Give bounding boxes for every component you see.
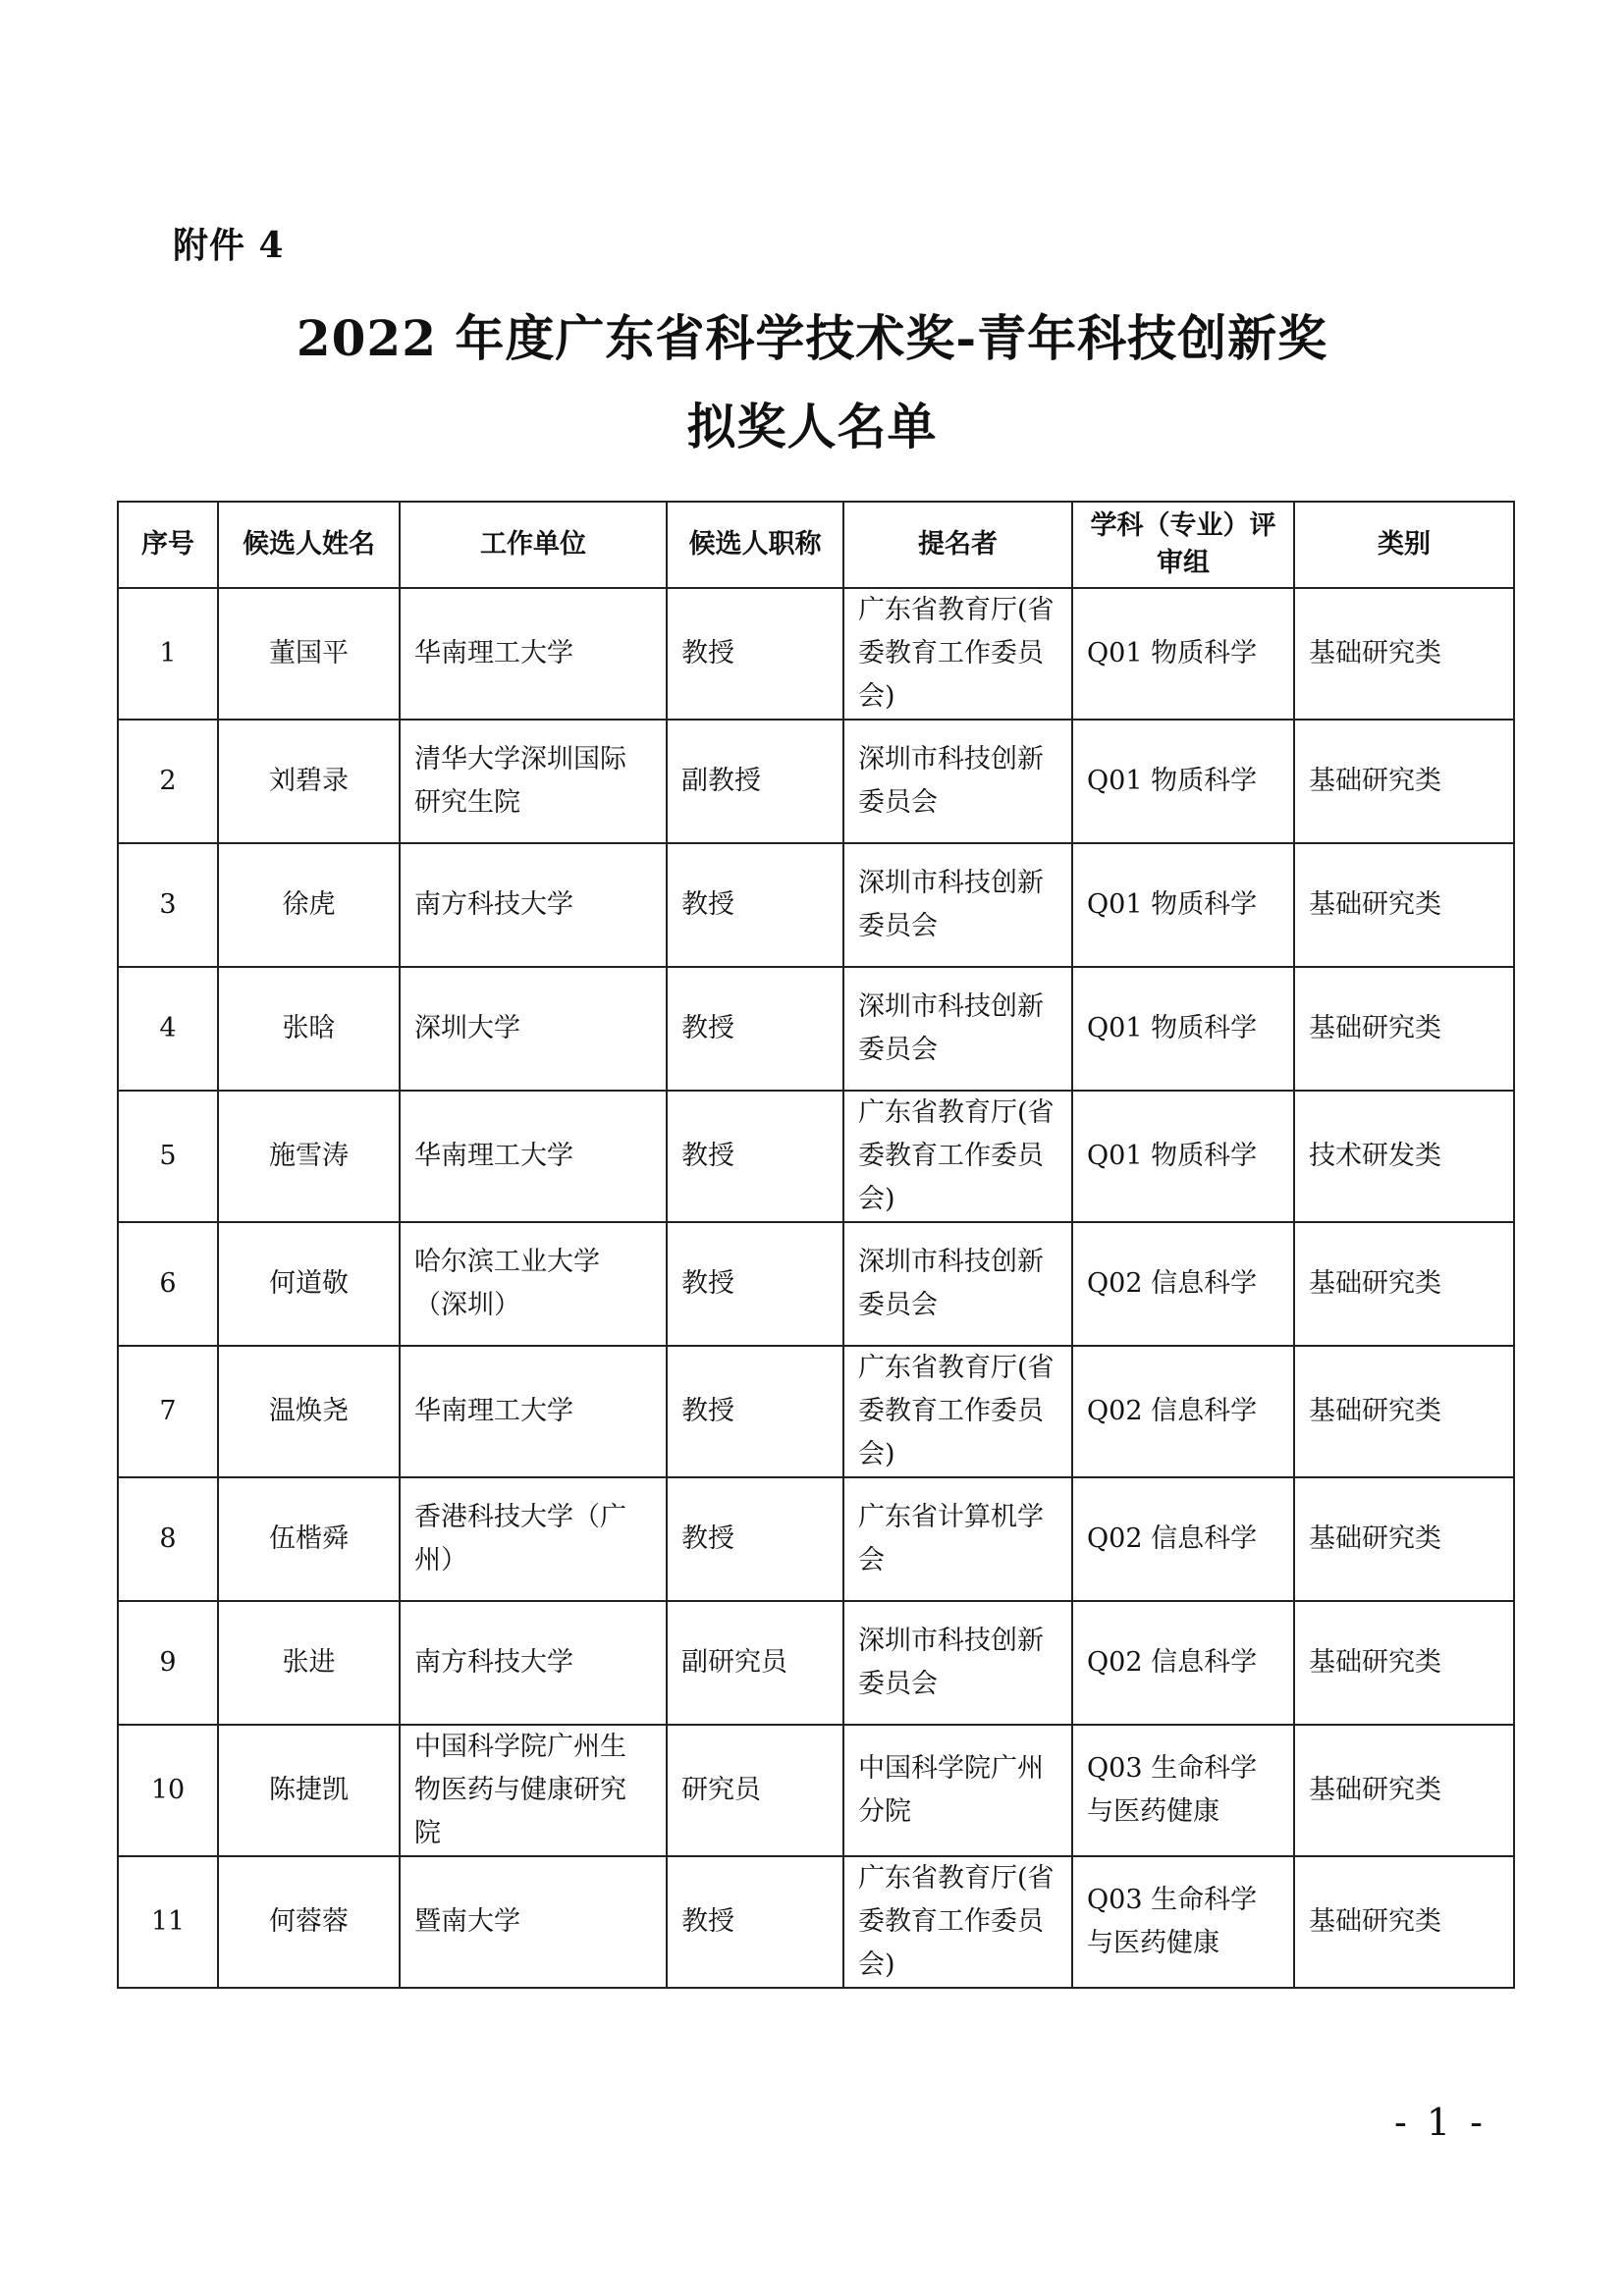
header-unit: 工作单位	[400, 502, 667, 588]
cell-no: 10	[118, 1725, 218, 1856]
cell-no: 5	[118, 1091, 218, 1222]
cell-nominator: 中国科学院广州分院	[843, 1725, 1072, 1856]
cell-unit: 中国科学院广州生物医药与健康研究院	[400, 1725, 667, 1856]
cell-category: 基础研究类	[1294, 1725, 1514, 1856]
cell-nominator: 广东省教育厅(省委教育工作委员会)	[843, 1856, 1072, 1988]
cell-category: 基础研究类	[1294, 588, 1514, 720]
document-title-line2: 拟奖人名单	[686, 398, 938, 455]
cell-category: 基础研究类	[1294, 967, 1514, 1091]
table-row	[118, 1601, 1514, 1725]
cell-name: 董国平	[218, 588, 400, 720]
cell-category: 基础研究类	[1294, 720, 1514, 843]
cell-title: 教授	[667, 1222, 843, 1346]
table-row	[118, 1091, 1514, 1222]
cell-title: 教授	[667, 1856, 843, 1988]
cell-group: Q02 信息科学	[1072, 1222, 1294, 1346]
table-row	[118, 967, 1514, 1091]
cell-unit: 南方科技大学	[400, 1601, 667, 1725]
cell-group: Q03 生命科学与医药健康	[1072, 1856, 1294, 1988]
cell-unit: 哈尔滨工业大学（深圳）	[400, 1222, 667, 1346]
cell-nominator: 深圳市科技创新委员会	[843, 720, 1072, 843]
table-row	[118, 1856, 1514, 1988]
cell-unit: 深圳大学	[400, 967, 667, 1091]
cell-nominator: 深圳市科技创新委员会	[843, 967, 1072, 1091]
cell-group: Q01 物质科学	[1072, 967, 1294, 1091]
cell-name: 张晗	[218, 967, 400, 1091]
cell-title: 教授	[667, 843, 843, 967]
cell-no: 2	[118, 720, 218, 843]
cell-nominator: 广东省教育厅(省委教育工作委员会)	[843, 1091, 1072, 1222]
cell-group: Q02 信息科学	[1072, 1346, 1294, 1477]
cell-category: 基础研究类	[1294, 1222, 1514, 1346]
cell-category: 技术研发类	[1294, 1091, 1514, 1222]
cell-title: 教授	[667, 588, 843, 720]
cell-category: 基础研究类	[1294, 1601, 1514, 1725]
cell-no: 8	[118, 1477, 218, 1601]
cell-title: 教授	[667, 967, 843, 1091]
cell-no: 11	[118, 1856, 218, 1988]
cell-no: 9	[118, 1601, 218, 1725]
cell-group: Q01 物质科学	[1072, 843, 1294, 967]
cell-unit: 华南理工大学	[400, 588, 667, 720]
cell-no: 3	[118, 843, 218, 967]
cell-group: Q02 信息科学	[1072, 1601, 1294, 1725]
cell-unit: 暨南大学	[400, 1856, 667, 1988]
header-category: 类别	[1294, 502, 1514, 588]
table-row	[118, 720, 1514, 843]
cell-unit: 华南理工大学	[400, 1091, 667, 1222]
cell-title: 教授	[667, 1477, 843, 1601]
cell-name: 伍楷舜	[218, 1477, 400, 1601]
page-number: - 1 -	[1394, 2101, 1488, 2144]
cell-group: Q01 物质科学	[1072, 588, 1294, 720]
cell-category: 基础研究类	[1294, 1346, 1514, 1477]
table-header-row	[118, 502, 1514, 588]
cell-name: 张进	[218, 1601, 400, 1725]
cell-group: Q01 物质科学	[1072, 1091, 1294, 1222]
cell-title: 教授	[667, 1346, 843, 1477]
cell-nominator: 深圳市科技创新委员会	[843, 843, 1072, 967]
document-title-line1: 2022 年度广东省科学技术奖-青年科技创新奖	[296, 309, 1328, 367]
cell-no: 1	[118, 588, 218, 720]
table-row	[118, 1222, 1514, 1346]
cell-name: 陈捷凯	[218, 1725, 400, 1856]
header-group: 学科（专业）评审组	[1072, 502, 1294, 588]
cell-title: 研究员	[667, 1725, 843, 1856]
cell-nominator: 广东省计算机学会	[843, 1477, 1072, 1601]
cell-nominator: 广东省教育厅(省委教育工作委员会)	[843, 1346, 1072, 1477]
table-row	[118, 1477, 1514, 1601]
cell-name: 何道敬	[218, 1222, 400, 1346]
cell-unit: 香港科技大学（广州）	[400, 1477, 667, 1601]
header-title: 候选人职称	[667, 502, 843, 588]
attachment-label: 附件 4	[173, 225, 285, 266]
cell-unit: 清华大学深圳国际研究生院	[400, 720, 667, 843]
cell-name: 温焕尧	[218, 1346, 400, 1477]
table-row	[118, 588, 1514, 720]
awardee-table	[117, 501, 1515, 1989]
cell-no: 7	[118, 1346, 218, 1477]
cell-unit: 华南理工大学	[400, 1346, 667, 1477]
cell-name: 何蓉蓉	[218, 1856, 400, 1988]
cell-nominator: 深圳市科技创新委员会	[843, 1222, 1072, 1346]
cell-nominator: 广东省教育厅(省委教育工作委员会)	[843, 588, 1072, 720]
cell-nominator: 深圳市科技创新委员会	[843, 1601, 1072, 1725]
header-nominator: 提名者	[843, 502, 1072, 588]
cell-name: 徐虎	[218, 843, 400, 967]
table-row	[118, 1725, 1514, 1856]
cell-unit: 南方科技大学	[400, 843, 667, 967]
cell-title: 副研究员	[667, 1601, 843, 1725]
cell-title: 副教授	[667, 720, 843, 843]
header-no: 序号	[118, 502, 218, 588]
cell-group: Q01 物质科学	[1072, 720, 1294, 843]
cell-no: 4	[118, 967, 218, 1091]
cell-title: 教授	[667, 1091, 843, 1222]
cell-name: 施雪涛	[218, 1091, 400, 1222]
header-name: 候选人姓名	[218, 502, 400, 588]
cell-category: 基础研究类	[1294, 843, 1514, 967]
cell-name: 刘碧录	[218, 720, 400, 843]
table-row	[118, 1346, 1514, 1477]
cell-group: Q03 生命科学与医药健康	[1072, 1725, 1294, 1856]
cell-category: 基础研究类	[1294, 1477, 1514, 1601]
table-row	[118, 843, 1514, 967]
cell-no: 6	[118, 1222, 218, 1346]
cell-category: 基础研究类	[1294, 1856, 1514, 1988]
cell-group: Q02 信息科学	[1072, 1477, 1294, 1601]
